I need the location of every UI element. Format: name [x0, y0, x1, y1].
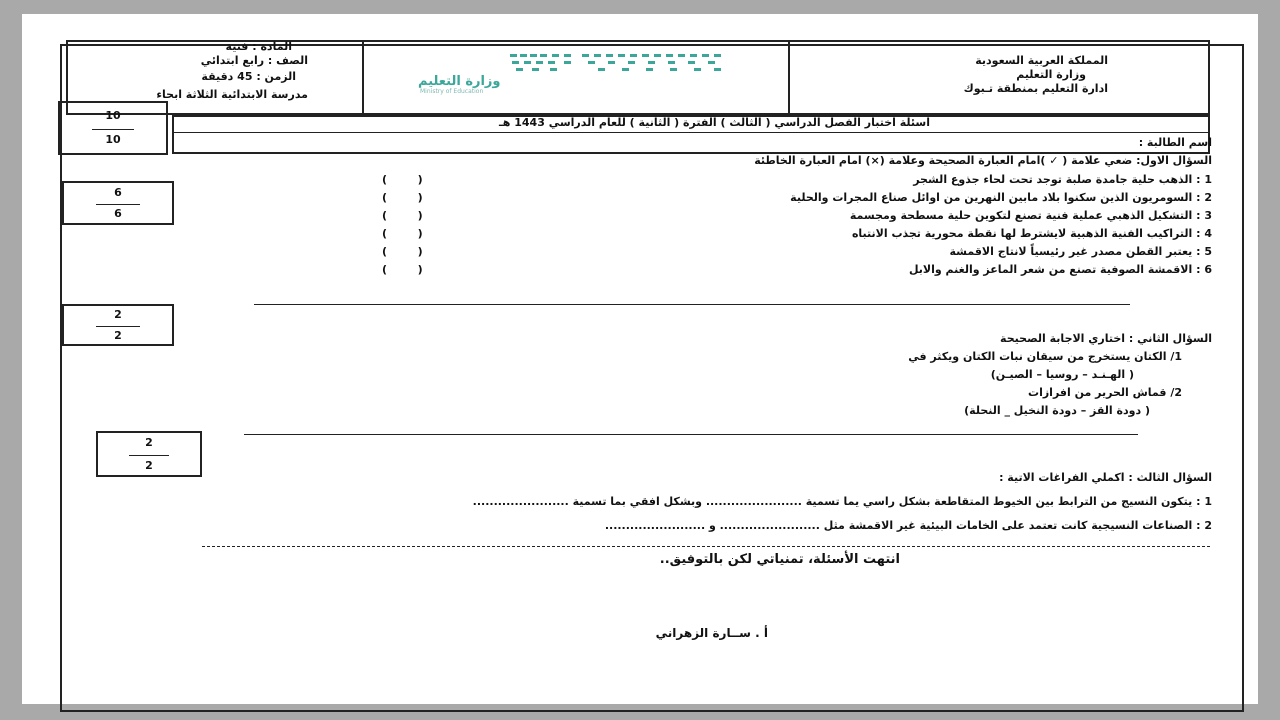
separator-3-dashed	[202, 546, 1210, 547]
ministry-logo	[392, 52, 752, 95]
score-q1-bottom: 6	[114, 207, 122, 220]
separator-1	[254, 304, 1130, 305]
q1-item-5: 5 : يعتبر القطن مصدر غير رئيسياً لانتاج الاقمشة	[949, 245, 1212, 258]
q1-title: السؤال الاول: ضعي علامة ( ✓ )امام العبارة الصحيحة وعلامة (×) امام العبارة الخاطئة	[754, 154, 1212, 167]
header-kingdom: المملكة العربية السعودية	[975, 54, 1108, 67]
q1-item-4: 4 : التراكيب الفنية الذهبية لايشترط لها نقطة محورية تجذب الانتباه	[851, 227, 1212, 240]
header-school: مدرسة الابتدائية الثلاثة ابحاء	[156, 88, 308, 101]
score-box-q3	[96, 431, 202, 477]
q2-item-1: 1/ الكتان يستخرج من سيقان نبات الكتان ويكثر في	[908, 350, 1182, 363]
score-total-bottom: 10	[105, 133, 121, 146]
exam-sheet	[22, 14, 1258, 704]
score-q1-top: 6	[114, 186, 122, 199]
q1-item-2: 2 : السومريون الذين سكنوا بلاد مابين النهرين من اوائل صناع المجرات والحلية	[790, 191, 1212, 204]
q1-answer-blank-4[interactable]: ( )	[382, 227, 423, 240]
score-box-q2	[62, 304, 174, 346]
closing-text: انتهت الأسئلة، تمنياتي لكن بالتوفيق..	[659, 552, 900, 567]
q2-item-1-options: ( الهـنـد – روسيا – الصيـن)	[990, 368, 1134, 381]
q1-item-1: 1 : الذهب حلية جامدة صلبة توجد تحت لحاء جذوع الشجر	[913, 173, 1212, 186]
q2-title: السؤال الثاني : اختاري الاجابة الصحيحة	[1000, 332, 1212, 345]
score-q2-bottom: 2	[114, 329, 122, 342]
q1-answer-blank-5[interactable]: ( )	[382, 245, 423, 258]
logo-text: وزارة التعليم	[418, 74, 501, 89]
logo-subtext: Ministry of Education	[420, 88, 484, 95]
q2-item-2-options: ( دودة القز – دودة النخيل _ النحلة)	[964, 404, 1150, 417]
q1-item-6: 6 : الاقمشة الصوفية تصنع من شعر الماعز والغنم والابل	[908, 263, 1212, 276]
header-grade: الصف : رابع ابتدائي	[200, 54, 308, 67]
student-name-label: اسم الطالبة :	[1138, 136, 1212, 149]
q3-item-1: 1 : يتكون النسيج من الترابط بين الخيوط المتقاطعة بشكل راسي يما تسمية ....................... وبشكل افقي بما تسمية .......................	[472, 495, 1212, 508]
q1-item-3: 3 : التشكيل الذهبي عملية فنية تصنع لتكوين حلية مسطحة ومجسمة	[849, 209, 1212, 222]
exam-title: اسئلة اختبار الفصل الدراسي ( الثالث ) الفترة ( الثانية ) للعام الدراسي 1443 هـ	[499, 116, 930, 129]
q1-answer-blank-2[interactable]: ( )	[382, 191, 423, 204]
header-time: الزمن : 45 دقيقة	[201, 70, 296, 83]
separator-2	[244, 434, 1138, 435]
header-admin: ادارة التعليم بمنطقة تـبوك	[963, 82, 1108, 95]
q1-answer-blank-1[interactable]: ( )	[382, 173, 423, 186]
q2-item-2: 2/ قماش الحرير من افرازات	[1028, 386, 1182, 399]
score-box-total	[58, 101, 168, 155]
score-q3-bottom: 2	[145, 459, 153, 472]
q3-item-2: 2 : الصناعات النسيجية كانت تعتمد على الخامات البيئية غير الاقمشة مثل ........................ و ........................	[604, 519, 1212, 532]
q1-answer-blank-3[interactable]: ( )	[382, 209, 423, 222]
score-box-q1	[62, 181, 174, 225]
teacher-name: أ . ســارة الزهراني	[655, 626, 768, 640]
header-ministry: وزارة التعليم	[1016, 68, 1086, 81]
q1-answer-blank-6[interactable]: ( )	[382, 263, 423, 276]
q3-title: السؤال الثالث : اكملي الفراغات الاتية :	[999, 471, 1212, 484]
score-total-top: 10	[105, 109, 121, 122]
score-q3-top: 2	[145, 436, 153, 449]
header-subject: المادة : فنية	[225, 40, 292, 53]
score-q2-top: 2	[114, 308, 122, 321]
